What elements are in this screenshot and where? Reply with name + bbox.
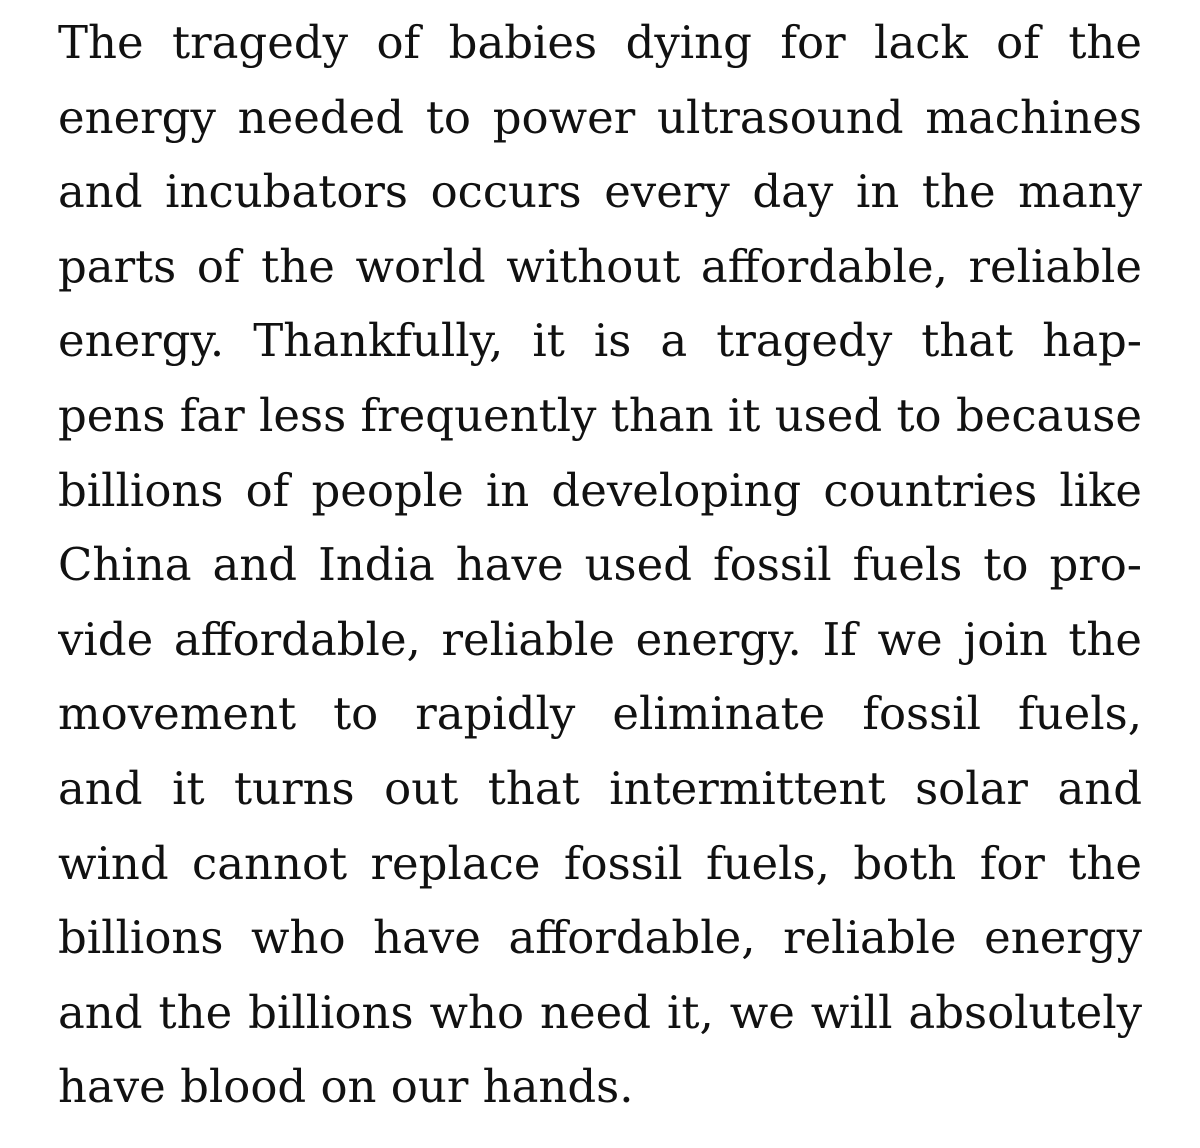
- book-page-excerpt: [58, 6, 1142, 1146]
- text-line: wind cannot replace fossil fuels, both for the: [58, 836, 1142, 890]
- text-line: The tragedy of babies dying for lack of the: [58, 16, 1142, 69]
- text-line: parts of the world without affordable, reliable: [58, 239, 1142, 293]
- text-line: and the billions who need it, we will absolutely: [58, 985, 1142, 1039]
- text-line: billions who have affordable, reliable energy: [58, 911, 1142, 965]
- text-line-last: have blood on our hands.: [58, 1060, 634, 1114]
- text-line: China and India have used fossil fuels to pro-: [58, 538, 1142, 592]
- text-line: billions of people in developing countries like: [58, 463, 1142, 517]
- text-line: movement to rapidly eliminate fossil fuels,: [58, 687, 1142, 741]
- body-paragraph: [58, 6, 1142, 1125]
- text-line: vide affordable, reliable energy. If we join the: [58, 612, 1142, 666]
- text-line: and incubators occurs every day in the many: [58, 165, 1142, 219]
- text-line: energy. Thankfully, it is a tragedy that hap-: [58, 314, 1142, 368]
- text-line: and it turns out that intermittent solar and: [58, 761, 1142, 815]
- text-line: energy needed to power ultrasound machines: [58, 90, 1142, 144]
- text-line: pens far less frequently than it used to because: [58, 388, 1142, 442]
